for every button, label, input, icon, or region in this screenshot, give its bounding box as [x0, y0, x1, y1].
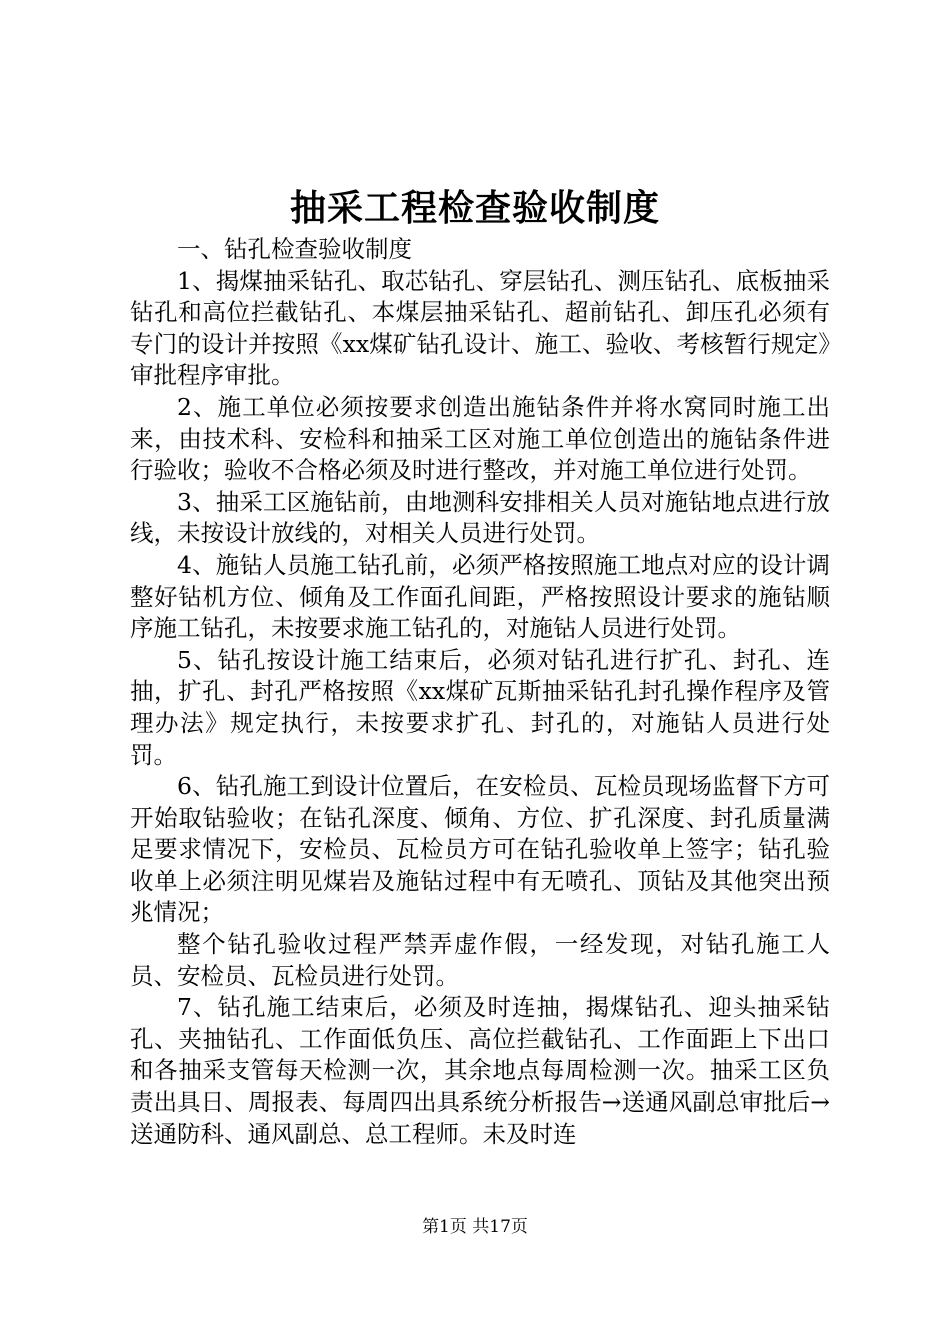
document-body	[130, 234, 830, 1150]
paragraph-item-1: 1、揭煤抽采钻孔、取芯钻孔、穿层钻孔、测压钻孔、底板抽采钻孔和高位拦截钻孔、本煤层抽采钻孔、超前钻孔、卸压孔必须有专门的设计并按照《xx煤矿钻孔设计、施工、验收、考核暂行规定》审批程序审批。	[130, 266, 830, 390]
page-footer: 第1页 共17页	[422, 1217, 528, 1237]
paragraph-item-6-note: 整个钻孔验收过程严禁弄虚作假，一经发现，对钻孔施工人员、安检员、瓦检员进行处罚。	[130, 930, 830, 990]
paragraph-item-4: 4、施钻人员施工钻孔前，必须严格按照施工地点对应的设计调整好钻机方位、倾角及工作面孔间距，严格按照设计要求的施钻顺序施工钻孔，未按要求施工钻孔的，对施钻人员进行处罚。	[130, 550, 830, 643]
paragraph-item-5: 5、钻孔按设计施工结束后，必须对钻孔进行扩孔、封孔、连抽，扩孔、封孔严格按照《xx煤矿瓦斯抽采钻孔封孔操作程序及管理办法》规定执行，未按要求扩孔、封孔的，对施钻人员进行处罚。	[130, 645, 830, 769]
paragraph-item-3: 3、抽采工区施钻前，由地测科安排相关人员对施钻地点进行放线，未按设计放线的，对相关人员进行处罚。	[130, 487, 830, 548]
document-title: 抽采工程检查验收制度	[289, 187, 660, 229]
paragraph-item-2: 2、施工单位必须按要求创造出施钻条件并将水窝同时施工出来，由技术科、安检科和抽采工区对施工单位创造出的施钻条件进行验收；验收不合格必须及时进行整改，并对施工单位进行处罚。	[130, 392, 830, 485]
section-heading: 一、钻孔检查验收制度	[177, 235, 412, 263]
paragraph-item-6: 6、钻孔施工到设计位置后，在安检员、瓦检员现场监督下方可开始取钻验收；在钻孔深度、倾角、方位、扩孔深度、封孔质量满足要求情况下，安检员、瓦检员方可在钻孔验收单上签字；钻孔验收单上必须注明见煤岩及施钻过程中有无喷孔、顶钻及其他突出预兆情况；	[130, 772, 830, 927]
paragraph-item-7: 7、钻孔施工结束后，必须及时连抽，揭煤钻孔、迎头抽采钻孔、夹抽钻孔、工作面低负压、高位拦截钻孔、工作面距上下出口和各抽采支管每天检测一次，其余地点每周检测一次。抽采工区负责出具日、周报表、每周四出具系统分析报告→送通风副总审批后→送通防科、通风副总、总工程师。未及时连	[130, 993, 830, 1148]
